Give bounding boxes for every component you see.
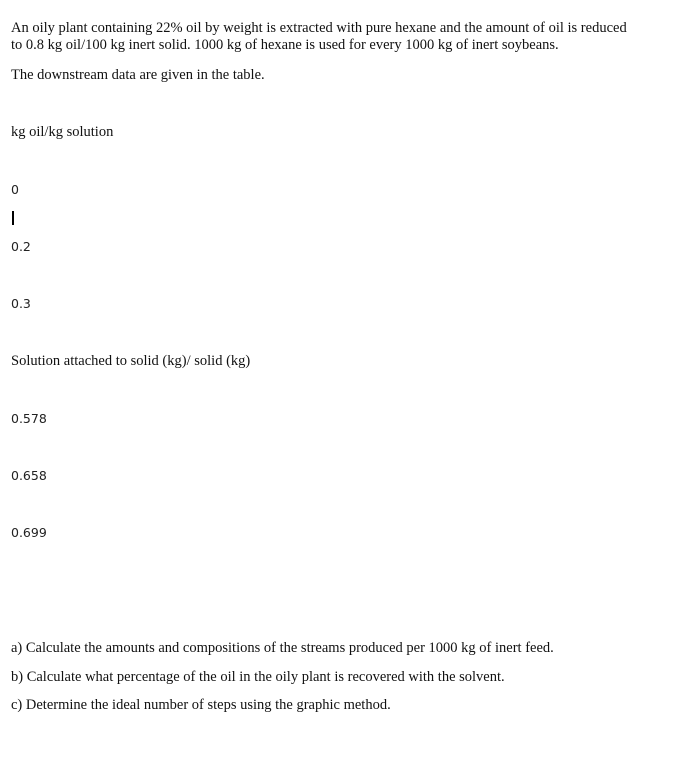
problem-line-1: An oily plant containing 22% oil by weight is extracted with pure hexane and the amount of oil is reduced bbox=[11, 20, 627, 36]
question-a: a) Calculate the amounts and compositions of the streams produced per 1000 kg of inert feed. bbox=[11, 640, 554, 656]
solution-attached-value-2: 0.658 bbox=[11, 468, 47, 483]
column-header-oil-fraction: kg oil/kg solution bbox=[11, 124, 114, 140]
data-note: The downstream data are given in the table. bbox=[11, 67, 265, 83]
oil-fraction-value-1: 0 bbox=[11, 182, 19, 197]
solution-attached-value-1: 0.578 bbox=[11, 411, 47, 426]
oil-fraction-value-3: 0.3 bbox=[11, 296, 31, 311]
oil-fraction-value-2: 0.2 bbox=[11, 239, 31, 254]
problem-line-2: to 0.8 kg oil/100 kg inert solid. 1000 kg of hexane is used for every 1000 kg of inert soybeans. bbox=[11, 37, 559, 53]
question-c: c) Determine the ideal number of steps using the graphic method. bbox=[11, 697, 391, 713]
solution-attached-value-3: 0.699 bbox=[11, 525, 47, 540]
column-header-solution-attached: Solution attached to solid (kg)/ solid (kg) bbox=[11, 353, 251, 369]
problem-statement bbox=[11, 20, 627, 54]
text-cursor bbox=[12, 211, 14, 225]
question-b: b) Calculate what percentage of the oil in the oily plant is recovered with the solvent. bbox=[11, 669, 505, 685]
